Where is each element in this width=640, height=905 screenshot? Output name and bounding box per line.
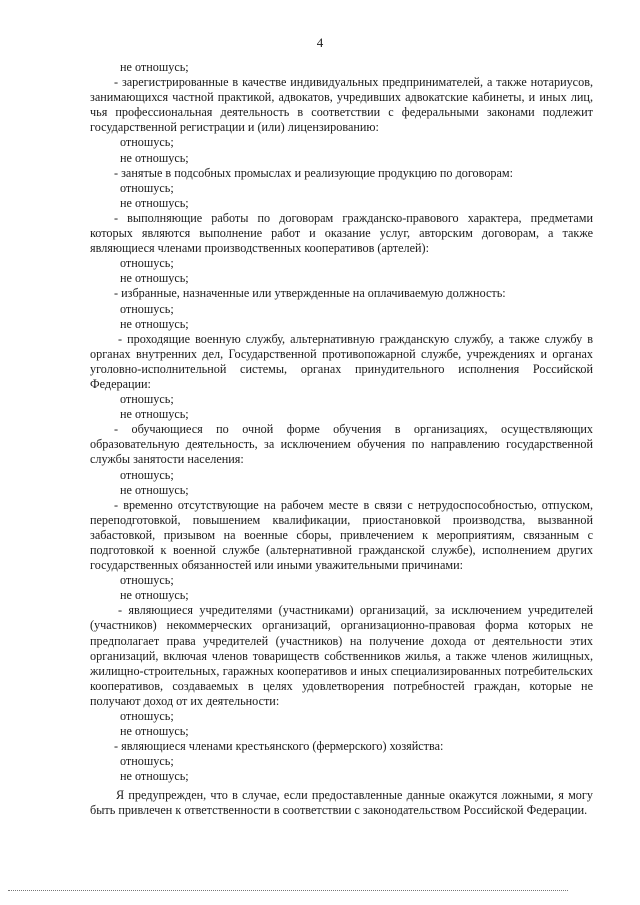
category-item: - обучающиеся по очной форме обучения в организациях, осуществляющих образовательную деятельность, за исключением обучения по направлению государственной службы занятости населения:	[90, 422, 593, 467]
option-applicable: отношусь;	[120, 754, 174, 769]
category-item: - являющиеся учредителями (участниками) организаций, за исключением учредителей (участников) некоммерческих организаций, организационно-правовая форма которых не предполагает права учредителей (участников) на получение дохода от деятельности этих организаций, включая членов товариществ собственников жилья, а также членов жилищных, жилищно-строительных, гаражных кооперативов и иных специализированных потребительских кооперативов, создаваемых в целях удовлетворения потребностей граждан, которые не получают доход от их деятельности:	[90, 603, 593, 708]
scan-artifact-line	[8, 890, 568, 891]
option-applicable: отношусь;	[120, 135, 174, 150]
option-applicable: отношусь;	[120, 180, 174, 195]
option-not-applicable: не отношусь;	[120, 588, 189, 603]
option-not-applicable: не отношусь;	[120, 150, 189, 165]
category-item: - занятые в подсобных промыслах и реализующие продукцию по договорам:	[114, 165, 514, 180]
option-applicable: отношусь;	[120, 301, 174, 316]
category-item: - временно отсутствующие на рабочем месте в связи с нетрудоспособностью, отпуском, переподготовкой, повышением квалификации, приостановкой производства, вызванной забастовкой, призывом на военные сборы, привлечением к мероприятиям, связанным с подготовкой к военной службе (альтернативной гражданской службе), исполнением других государственных обязанностей или иными уважительными причинами:	[90, 497, 593, 573]
page-number: 4	[316, 35, 324, 50]
option-applicable: отношусь;	[120, 256, 174, 271]
option-not-applicable: не отношусь;	[120, 195, 189, 210]
option-not-applicable: не отношусь;	[120, 60, 189, 74]
option-applicable: отношусь;	[120, 573, 174, 588]
category-item: - проходящие военную службу, альтернативную гражданскую службу, а также службу в органах внутренних дел, Государственной противопожарной службе, учреждениях и органах уголовно-исполнительной системы, органах принудительного исполнения Российской Федерации:	[90, 331, 593, 391]
option-applicable: отношусь;	[120, 467, 174, 482]
option-not-applicable: не отношусь;	[120, 316, 189, 331]
option-not-applicable: не отношусь;	[120, 407, 189, 422]
option-not-applicable: не отношусь;	[120, 482, 189, 497]
category-item: - избранные, назначенные или утвержденные на оплачиваемую должность:	[114, 286, 506, 301]
option-not-applicable: не отношусь;	[120, 724, 189, 739]
category-item: - выполняющие работы по договорам гражданско-правового характера, предметами которых являются выполнение работ и оказание услуг, авторским договорам, а также являющиеся членами производственных кооперативов (артелей):	[90, 210, 593, 256]
option-not-applicable: не отношусь;	[120, 271, 189, 286]
document-body	[90, 60, 593, 818]
category-item: - являющиеся членами крестьянского (фермерского) хозяйства:	[114, 739, 444, 754]
option-applicable: отношусь;	[120, 709, 174, 724]
liability-warning: Я предупрежден, что в случае, если предоставленные данные окажутся ложными, я могу быть привлечен к ответственности в соответствии с законодательством Российской Федерации.	[90, 787, 593, 817]
option-applicable: отношусь;	[120, 392, 174, 407]
option-not-applicable: не отношусь;	[120, 769, 189, 784]
category-item: - зарегистрированные в качестве индивидуальных предпринимателей, а также нотариусов, занимающихся частной практикой, адвокатов, учредивших адвокатские кабинеты, и иных лиц, чья профессиональная деятельность в соответствии с федеральными законами подлежит государственной регистрации и (или) лицензированию:	[90, 75, 593, 135]
